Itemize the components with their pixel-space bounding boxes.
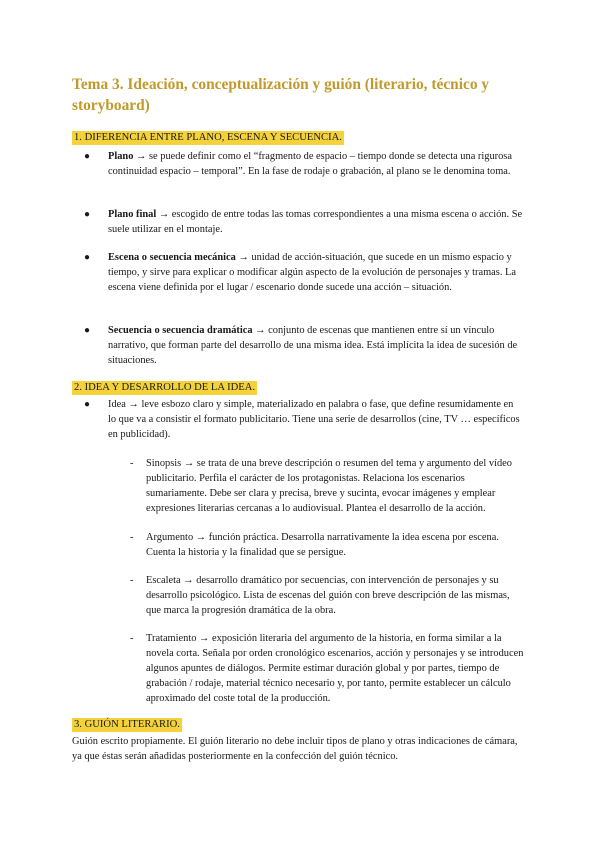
paragraph: Guión escrito propiamente. El guión literario no debe incluir tipos de plano y otras indicaciones de cámara, ya que éstas serán añadidas posteriormente en la confección del guión técnico.	[72, 736, 518, 762]
sub-list-item-text: Escaleta → desarrollo dramático por secuencias, con intervención de personajes y su desarrollo psicológico. Lista de escenas del guión con breve descripción de las mismas, que marca la progresión dramática de la obra.	[146, 575, 510, 616]
section-2-heading: 2. IDEA Y DESARROLLO DE LA IDEA.	[74, 382, 256, 393]
idea-text: Idea → leve esbozo claro y simple, materializado en palabra o fase, que define resumidamente en lo que va a consistir el formato publicitario. Tiene una serie de desarrollos (cine, TV … específicos en publicidad).	[108, 399, 520, 440]
dash-marker: -	[130, 633, 134, 644]
bullet-icon: ●	[84, 252, 91, 263]
dash-marker: -	[130, 532, 134, 543]
sub-list-item-text: Argumento → función práctica. Desarrolla narrativamente la idea escena por escena. Cuenta la historia y la finalidad que se persigue.	[146, 532, 499, 558]
definition: → unidad de acción-situación, que sucede en un mismo espacio y tiempo, y sirve para explicar o modificar algún aspecto de la evolución de personajes y tramas. La escena viene definida por el lugar / escenario donde sucede una acción – situación.	[108, 252, 516, 293]
sub-list-item-text: Sinopsis → se trata de una breve descripción o resumen del tema y argumento del vídeo publicitario. Perfila el carácter de los protagonistas. Relaciona los escenarios sumariamente. Debe ser clara y precisa, breve y sucinta, evocar imágenes y emplear expresiones literarias cercanas a lo audiovisual. Plantea el desarrollo de la acción.	[146, 458, 512, 514]
definition: → escogido de entre todas las tomas correspondientes a una misma escena o acción. Se suele utilizar en el montaje.	[108, 209, 523, 235]
list-item	[84, 250, 524, 295]
list-item	[84, 149, 524, 179]
list-item	[84, 207, 524, 237]
section-3-heading: 3. GUIÓN LITERARIO.	[74, 719, 180, 730]
term: Plano	[108, 151, 134, 162]
list-item-text	[108, 207, 524, 237]
term: Escena o secuencia mecánica	[108, 252, 236, 263]
list-item-text	[108, 149, 524, 179]
section-1-heading: 1. DIFERENCIA ENTRE PLANO, ESCENA Y SECUENCIA.	[74, 132, 342, 143]
bullet-icon: ●	[84, 151, 91, 162]
term: Secuencia o secuencia dramática	[108, 325, 253, 336]
list-item-text	[108, 323, 524, 368]
list-item	[84, 323, 524, 368]
sub-list-item	[130, 573, 525, 618]
sub-list-item-text: Tratamiento → exposición literaria del argumento de la historia, en forma similar a la novela corta. Señala por orden cronológico escenarios, acción y personajes y se introducen algunos apuntes de diálogos. Permite estimar duración global y por partes, tiempo de grabación / rodaje, material técnico necesario y, por tanto, permite establecer un cálculo aproximado del coste total de la producción.	[146, 633, 524, 704]
bullet-icon: ●	[84, 209, 91, 220]
dash-marker: -	[130, 458, 134, 469]
sub-list-item	[130, 456, 525, 516]
definition: → se puede definir como el “fragmento de espacio – tiempo donde se detecta una rigurosa continuidad espacio – temporal”. En la fase de rodaje o grabación, al plano se le denomina toma.	[108, 151, 512, 177]
page-title: Tema 3. Ideación, conceptualización y guión (literario, técnico y storyboard)	[72, 76, 490, 114]
sub-list-item	[130, 631, 525, 706]
list-item	[84, 397, 524, 442]
term: Plano final	[108, 209, 157, 220]
definition: → conjunto de escenas que mantienen entre sí un vínculo narrativo, que forman parte del desarrollo de una misma idea. Está implícita la idea de sucesión de situaciones.	[108, 325, 518, 366]
sub-list-item	[130, 530, 525, 560]
bullet-icon: ●	[84, 325, 91, 336]
bullet-icon: ●	[84, 399, 91, 410]
dash-marker: -	[130, 575, 134, 586]
list-item-text	[108, 250, 524, 295]
